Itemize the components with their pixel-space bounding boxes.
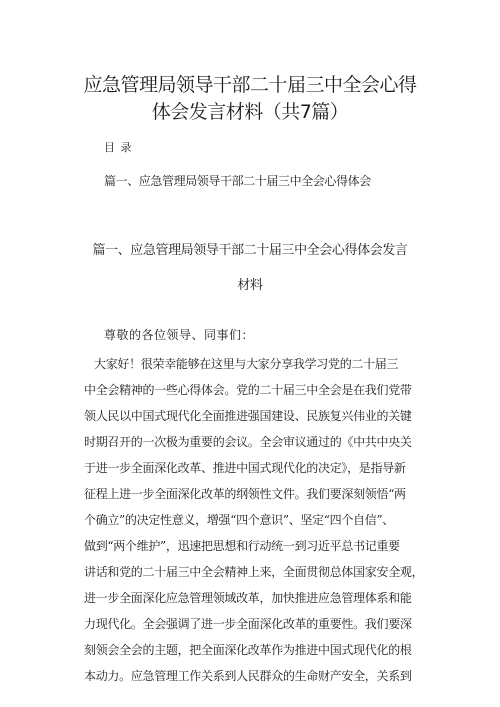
body-paragraph-line: 时期召开的一次极为重要的会议。全会审议通过的《中共中央关 bbox=[84, 435, 412, 449]
body-paragraph-line: 讲话和党的二十届三中全会精神上来，全面贯彻总体国家安全观， bbox=[84, 565, 424, 579]
body-paragraph-line: 中全会精神的一些心得体会。党的二十届三中全会是在我们党带 bbox=[84, 383, 412, 397]
body-paragraph-line: 刻领会全会的主题，把全面深化改革作为推进中国式现代化的根 bbox=[84, 643, 412, 657]
body-paragraph-line: 领人民以中国式现代化全面推进强国建设、民族复兴伟业的关键 bbox=[84, 409, 412, 423]
toc-item-1[interactable]: 篇一、应急管理局领导干部二十届三中全会心得体会 bbox=[104, 174, 371, 188]
section-title-line-1: 篇一、应急管理局领导干部二十届三中全会心得体会发言 bbox=[92, 243, 408, 258]
body-paragraph-line: 大家好！很荣幸能够在这里与大家分享我学习党的二十届三 bbox=[94, 357, 399, 371]
body-paragraph-line: 本动力。应急管理工作关系到人民群众的生命财产安全，关系到 bbox=[84, 669, 412, 683]
document-title-line-2: 体会发言材料（共7篇） bbox=[151, 101, 349, 123]
body-paragraph-line: 力现代化。全会强调了进一步全面深化改革的重要性。我们要深 bbox=[84, 617, 412, 631]
section-title-line-2: 材料 bbox=[237, 278, 263, 293]
body-paragraph-line: 个确立”的决定性意义，增强“四个意识”、坚定“四个自信”、 bbox=[84, 513, 394, 527]
body-paragraph-line: 于进一步全面深化改革、推进中国式现代化的决定》，是指导新 bbox=[84, 461, 406, 475]
toc-label: 目 录 bbox=[104, 141, 133, 154]
body-paragraph-line: 做到“两个维护”，迅速把思想和行动统一到习近平总书记重要 bbox=[84, 539, 400, 553]
body-paragraph-line: 征程上进一步全面深化改革的纲领性文件。我们要深刻领悟“两 bbox=[84, 487, 406, 501]
body-paragraph-line: 进一步全面深化应急管理领域改革，加快推进应急管理体系和能 bbox=[84, 591, 412, 605]
salutation: 尊敬的各位领导、同事们： bbox=[104, 328, 255, 342]
document-title-line-1: 应急管理局领导干部二十届三中全会心得 bbox=[83, 74, 417, 96]
